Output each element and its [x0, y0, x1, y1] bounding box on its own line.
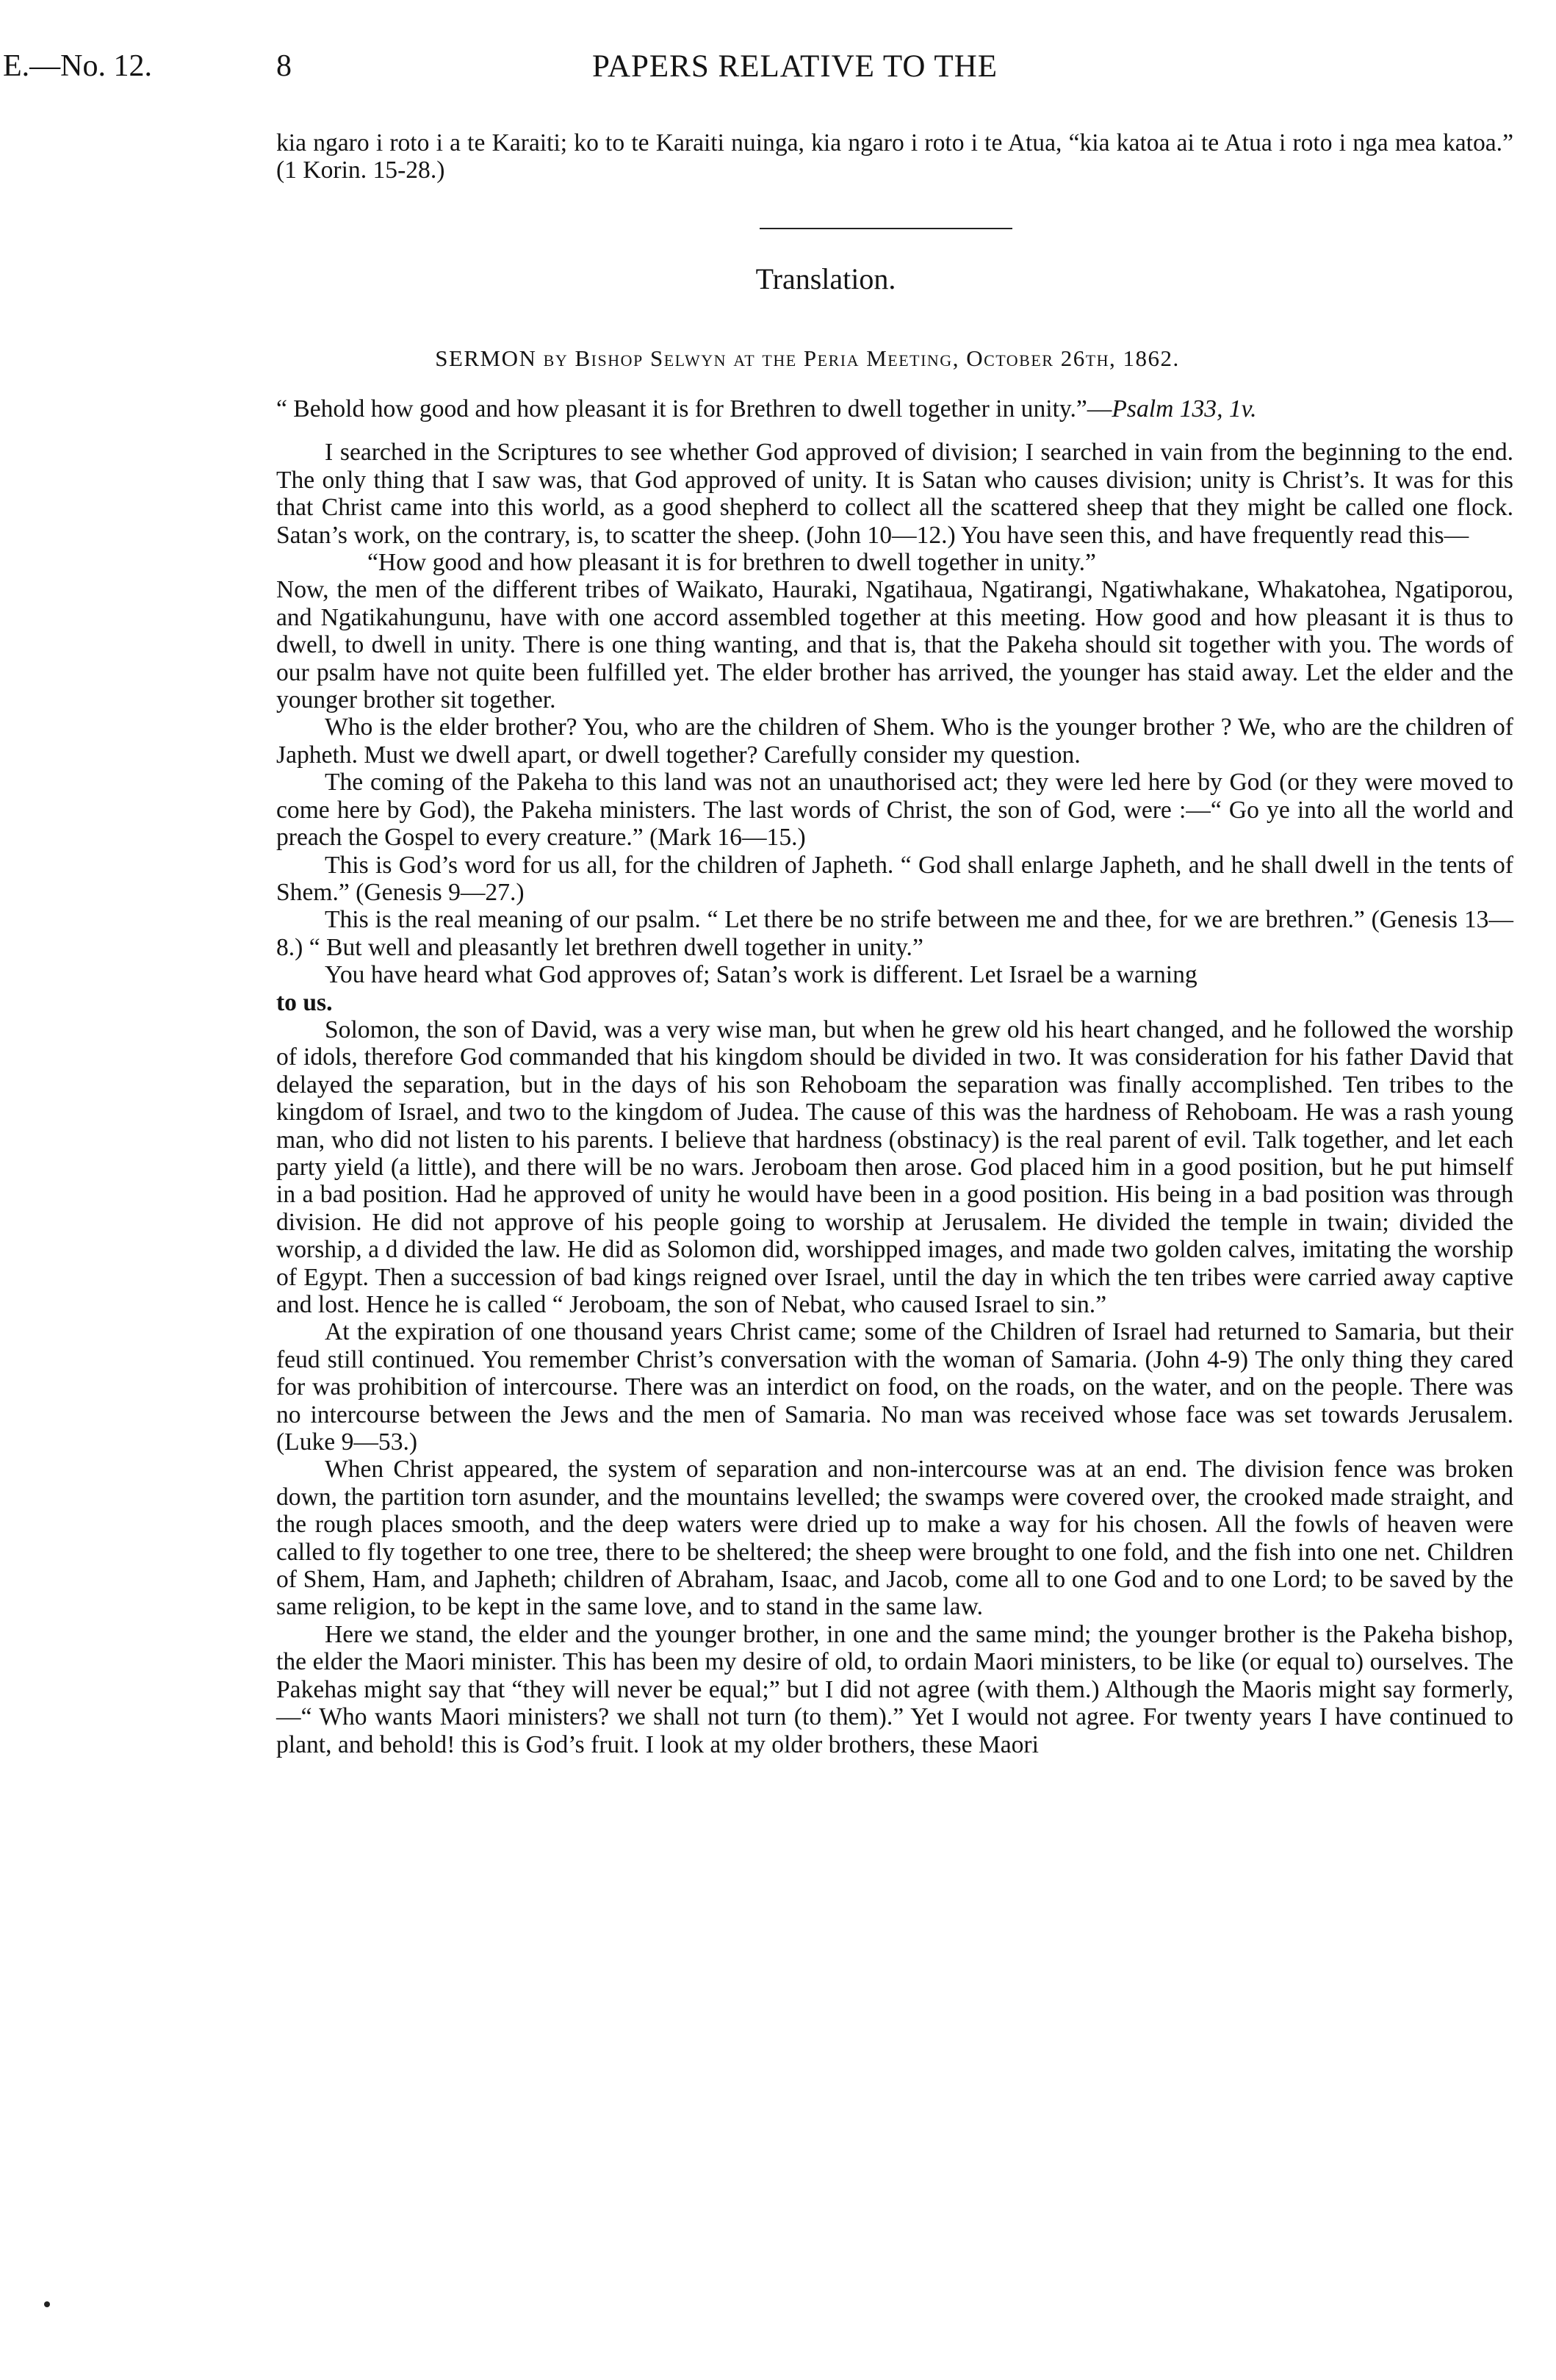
- document-reference: E.—No. 12.: [3, 49, 152, 83]
- page-number: 8: [276, 49, 292, 83]
- paragraph: The coming of the Pakeha to this land was not an unauthorised act; they were led here by God (or they were moved to come here by God), the Pakeha ministers. The last words of Christ, the son of God, were :—“ Go ye into all the world and preach the Gospel to every creature.” (Mark 16—15.): [276, 769, 1513, 852]
- paragraph: At the expiration of one thousand years Christ came; some of the Children of Israel had returned to Samaria, but their feud still continued. You remember Christ’s conversation with the woman of Samaria. (John 4-9) The only thing they cared for was prohibition of intercourse. There was an interdict on food, on the roads, on the water, and on the people. There was no intercourse between the Jews and the men of Samaria. No man was received whose face was set towards Jerusalem. (Luke 9—53.): [276, 1318, 1513, 1456]
- paragraph-end: [276, 989, 1513, 1016]
- page-header: [0, 46, 1556, 90]
- sermon-heading-word: SERMON: [435, 345, 537, 371]
- paragraph: You have heard what God approves of; Satan’s work is different. Let Israel be a warning: [325, 961, 1197, 989]
- intro-block: [276, 129, 1513, 184]
- paragraph: This is God’s word for us all, for the children of Japheth. “ God shall enlarge Japheth, and he shall dwell in the tents of Shem.” (Genesis 9—27.): [276, 851, 1513, 906]
- motto-reference: Psalm 133, 1v.: [1112, 395, 1257, 423]
- translation-heading: Translation.: [755, 262, 896, 295]
- sermon-heading: [0, 345, 1556, 372]
- margin-mark: [44, 2301, 50, 2307]
- motto-line: [276, 395, 1513, 423]
- sermon-body: [276, 395, 1513, 1758]
- paragraph: This is the real meaning of our psalm. “ Let there be no strife between me and thee, for we are brethren.” (Genesis 13—8.) “ But well and pleasantly let brethren dwell together in unity.”: [276, 906, 1513, 961]
- paragraph: Who is the elder brother? You, who are the children of Shem. Who is the younger brother ? We, who are the children of Japheth. Must we dwell apart, or dwell together? Carefully consider my question.: [276, 713, 1513, 769]
- section-divider: [760, 228, 1012, 229]
- paragraph: Now, the men of the different tribes of Waikato, Hauraki, Ngatihaua, Ngatirangi, Ngatiwhakane, Whakatohea, Ngatiporou, and Ngatikahungunu, have with one accord assembled together at this meeting. How good and how pleasant it is thus to dwell, to dwell in unity. There is one thing wanting, and that is, that the Pakeha should sit together with you. The words of our psalm have not quite been fulfilled yet. The elder brother has arrived, the younger has staid away. Let the elder and the younger brother sit together.: [276, 576, 1513, 714]
- paragraph: Here we stand, the elder and the younger brother, in one and the same mind; the younger brother is the Pakeha bishop, the elder the Maori minister. This has been my desire of old, to ordain Maori ministers, to be like (or equal to) ourselves. The Pakehas might say that “they will never be equal;” but I did not agree (with them.) Although the Maoris might say formerly,—“ Who wants Maori ministers? we shall not turn (to them).” Yet I would not agree. For twenty years I have continued to plant, and behold! this is God’s fruit. I look at my older brothers, these Maori: [276, 1620, 1513, 1758]
- sermon-heading-rest: Bishop Selwyn at the Peria Meeting, October 26th, 1862.: [575, 345, 1180, 371]
- paragraph: I searched in the Scriptures to see whether God approved of division; I searched in vain from the beginning to the end. The only thing that I saw was, that God approved of unity. It is Satan who causes division; unity is Christ’s. It was for this that Christ came into this world, as a good shepherd to collect all the scattered sheep that they might be called one flock. Satan’s work, on the contrary, is, to scatter the sheep. (John 10—12.) You have seen this, and have frequently read this—: [276, 439, 1513, 549]
- sermon-heading-by: by: [543, 345, 569, 371]
- running-title: PAPERS RELATIVE TO THE: [591, 49, 998, 84]
- quoted-verse: “How good and how pleasant it is for brethren to dwell together in unity.”: [367, 549, 1096, 577]
- paragraph: When Christ appeared, the system of separation and non-intercourse was at an end. The division fence was broken down, the partition torn asunder, and the mountains levelled; the swamps were covered over, the crooked made straight, and the rough places smooth, and the deep waters were dried up to make a way for his chosen. All the fowls of heaven were called to fly together to one tree, there to be sheltered; the sheep were brought to one fold, and the fish into one net. Children of Shem, Ham, and Japheth; children of Abraham, Isaac, and Jacob, come all to one God and to one Lord; to be saved by the same religion, to be kept in the same love, and to stand in the same law.: [276, 1456, 1513, 1621]
- bold-text: to us.: [276, 988, 333, 1016]
- paragraph: Solomon, the son of David, was a very wise man, but when he grew old his heart changed, and he followed the worship of idols, therefore God commanded that his kingdom should be divided in two. It was consideration for his father David that delayed the separation, but in the days of his son Rehoboam the separation was finally accomplished. Ten tribes to the kingdom of Israel, and two to the kingdom of Judea. The cause of this was the hardness of Rehoboam. He was a rash young man, who did not listen to his parents. I believe that hardness (obstinacy) is the real parent of evil. Talk together, and let each party yield (a little), and there will be no wars. Jeroboam then arose. God placed him in a good position, but he put himself in a bad position. Had he approved of unity he would have been in a good position. His being in a bad position was through division. He did not approve of his people going to worship at Jerusalem. He divided the temple in twain; divided the worship, a d divided the law. He did as Solomon did, worshipped images, and made two golden calves, imitating the worship of Egypt. Then a succession of bad kings reigned over Israel, until the day in which the ten tribes were carried away captive and lost. Hence he is called “ Jeroboam, the son of Nebat, who caused Israel to sin.”: [276, 1015, 1513, 1318]
- motto-text: “ Behold how good and how pleasant it is for Brethren to dwell together in unity.”—: [276, 395, 1112, 423]
- intro-paragraph: kia ngaro i roto i a te Karaiti; ko to te Karaiti nuinga, kia ngaro i roto i te Atua, “kia katoa ai te Atua i roto i nga mea katoa.” (1 Korin. 15-28.): [276, 129, 1513, 184]
